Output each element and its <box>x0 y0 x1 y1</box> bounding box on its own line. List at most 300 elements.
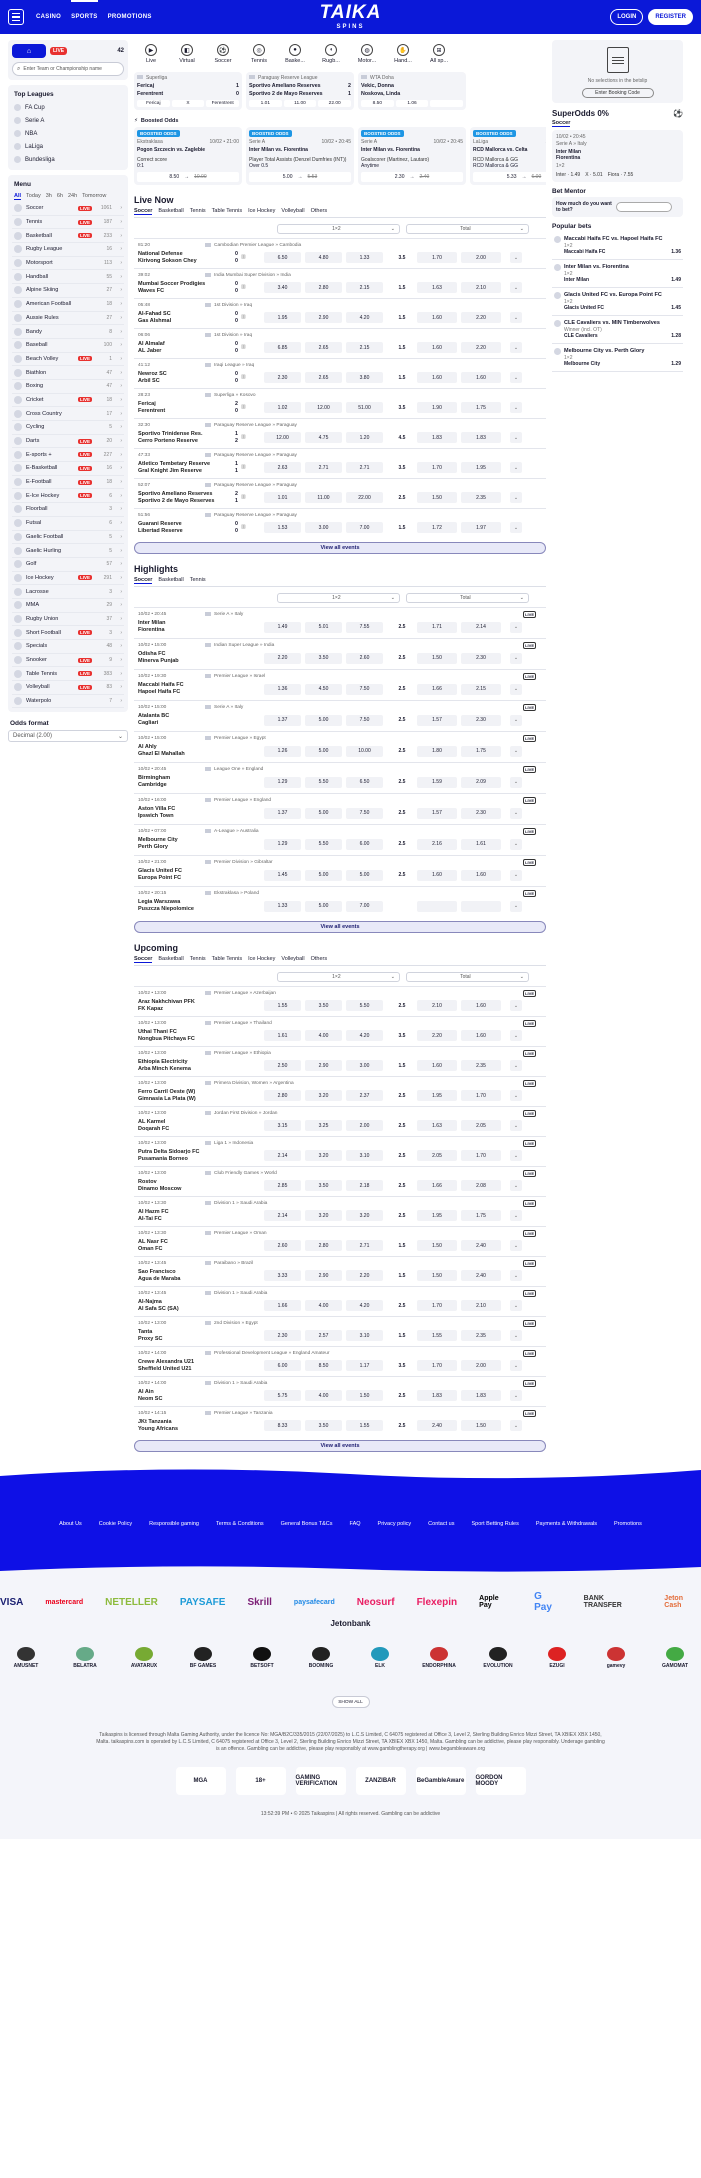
match-row[interactable] <box>134 298 546 328</box>
day-filter-tab[interactable]: Tomorrow <box>82 193 107 199</box>
odds-button[interactable]: 2.30 <box>264 372 301 383</box>
odds-button[interactable]: 1.06 <box>396 100 429 107</box>
odds-button[interactable]: 3.00 <box>346 1060 383 1071</box>
day-filter-tab[interactable]: 3h <box>45 193 52 199</box>
odds-button[interactable]: 2.20 <box>461 342 501 353</box>
view-all-live-button[interactable]: View all events <box>134 542 546 554</box>
sport-tab[interactable]: Basketball <box>158 577 184 583</box>
match-row[interactable] <box>134 886 546 917</box>
more-markets-icon[interactable]: ⌄ <box>510 252 522 263</box>
odds-button[interactable]: 11.00 <box>284 100 317 107</box>
odds-button[interactable]: 1.70 <box>417 462 457 473</box>
odds-button[interactable]: 2.18 <box>346 1180 383 1191</box>
odds-button[interactable]: 6.85 <box>264 342 301 353</box>
sport-menu-item[interactable] <box>12 558 124 572</box>
more-markets-icon[interactable]: ⌄ <box>510 402 522 413</box>
popular-bet-odd[interactable]: 1.45 <box>671 305 681 311</box>
odds-button[interactable]: 2.80 <box>305 282 342 293</box>
odds-button[interactable]: 5.00 <box>346 870 383 881</box>
more-markets-icon[interactable]: ⌄ <box>510 1150 522 1161</box>
sport-menu-item[interactable] <box>12 216 124 230</box>
sport-menu-item[interactable] <box>12 394 124 408</box>
odds-button[interactable]: 51.00 <box>346 402 383 413</box>
certification-badge[interactable]: GAMING VERIFICATION <box>296 1767 346 1795</box>
sport-menu-item[interactable] <box>12 572 124 586</box>
odds-button[interactable]: 7.00 <box>346 522 383 533</box>
odds-button[interactable]: 1.60 <box>417 372 457 383</box>
odds-button[interactable]: 7.50 <box>346 808 383 819</box>
so-odd-x[interactable]: X · 5.01 <box>585 172 603 178</box>
odds-button[interactable]: 12.00 <box>264 432 301 443</box>
more-markets-icon[interactable]: ⌄ <box>510 870 522 881</box>
sport-menu-item[interactable] <box>12 366 124 380</box>
odds-button[interactable]: 2.85 <box>264 1180 301 1191</box>
sport-tab[interactable]: Ice Hockey <box>248 956 276 962</box>
odds-button[interactable]: 2.20 <box>461 312 501 323</box>
odds-button[interactable]: 6.00 <box>264 1360 301 1371</box>
odds-button[interactable]: 2.50 <box>264 1060 301 1071</box>
odds-button[interactable]: 1.83 <box>417 432 457 443</box>
popular-bet-item[interactable] <box>552 232 683 260</box>
sport-tab[interactable]: Tennis <box>189 577 206 583</box>
odds-button[interactable]: 2.65 <box>305 372 342 383</box>
odds-button[interactable]: 2.05 <box>461 1120 501 1131</box>
odds-button[interactable]: 2.90 <box>305 1270 342 1281</box>
sport-menu-item[interactable] <box>12 202 124 216</box>
more-markets-icon[interactable]: ⌄ <box>510 1420 522 1431</box>
odds-button[interactable]: 2.90 <box>305 1060 342 1071</box>
match-row[interactable] <box>134 669 546 700</box>
match-row[interactable] <box>134 1046 546 1076</box>
match-row[interactable] <box>134 1256 546 1286</box>
odds-button[interactable]: 22.00 <box>346 492 383 503</box>
view-all-highlights-button[interactable]: View all events <box>134 921 546 933</box>
odds-button[interactable]: 1.95 <box>461 462 501 473</box>
match-row[interactable] <box>134 1376 546 1406</box>
sport-menu-item[interactable] <box>12 626 124 640</box>
odds-button[interactable] <box>461 901 501 912</box>
boosted-odds-card[interactable] <box>246 127 354 185</box>
sport-menu-item[interactable] <box>12 503 124 517</box>
odds-button[interactable]: 10.00 <box>346 746 383 757</box>
popular-bet-odd[interactable]: 1.29 <box>671 361 681 367</box>
odds-button[interactable]: 1.36 <box>264 684 301 695</box>
sport-menu-item[interactable] <box>12 640 124 654</box>
odds-button[interactable]: 2.40 <box>417 1420 457 1431</box>
odds-button[interactable]: 1.50 <box>417 492 457 503</box>
sport-menu-item[interactable] <box>12 654 124 668</box>
sport-menu-item[interactable] <box>12 407 124 421</box>
boosted-odds-button[interactable] <box>361 172 463 182</box>
popular-bet-odd[interactable]: 1.36 <box>671 249 681 255</box>
odds-button[interactable]: 2.71 <box>346 462 383 473</box>
odds-button[interactable]: 1.33 <box>264 901 301 912</box>
odds-button[interactable]: 3.50 <box>305 1000 342 1011</box>
sport-shortcut[interactable] <box>138 44 164 64</box>
more-markets-icon[interactable]: ⌄ <box>510 1390 522 1401</box>
odds-button[interactable]: 1.55 <box>346 1420 383 1431</box>
odds-button[interactable]: 5.01 <box>305 622 342 633</box>
login-button[interactable]: LOGIN <box>610 9 643 25</box>
match-row[interactable] <box>134 1286 546 1316</box>
odds-button[interactable]: 11.00 <box>305 492 342 503</box>
odds-button[interactable]: 5.50 <box>305 777 342 788</box>
odds-button[interactable]: 1.57 <box>417 808 457 819</box>
odds-button[interactable]: 1.55 <box>417 1330 457 1341</box>
odds-button[interactable]: 3.20 <box>305 1150 342 1161</box>
odds-button[interactable]: 1.70 <box>417 1300 457 1311</box>
match-row[interactable] <box>134 1406 546 1436</box>
odds-button[interactable]: 1.75 <box>461 746 501 757</box>
sport-menu-item[interactable] <box>12 339 124 353</box>
odds-button[interactable]: 1.50 <box>417 1240 457 1251</box>
search-input[interactable] <box>12 62 124 76</box>
sport-menu-item[interactable] <box>12 270 124 284</box>
match-row[interactable] <box>134 268 546 298</box>
odds-button[interactable]: 2.37 <box>346 1090 383 1101</box>
register-button[interactable]: REGISTER <box>648 9 693 25</box>
match-row[interactable] <box>134 448 546 478</box>
top-league-item[interactable] <box>12 101 124 114</box>
so-odd-2[interactable]: Fiora · 7.55 <box>607 172 634 178</box>
odds-button[interactable]: 2.35 <box>461 1060 501 1071</box>
odds-button[interactable]: 22.00 <box>318 100 351 107</box>
top-league-item[interactable] <box>12 153 124 166</box>
odds-button[interactable]: 1.17 <box>346 1360 383 1371</box>
sport-tab[interactable]: Others <box>310 956 328 962</box>
odds-button[interactable]: 1.80 <box>417 746 457 757</box>
odds-button[interactable]: 1.60 <box>417 342 457 353</box>
odds-button[interactable]: 2.63 <box>264 462 301 473</box>
odds-button[interactable]: Fericaj <box>137 100 170 107</box>
sport-shortcut[interactable] <box>354 44 380 64</box>
sport-tab[interactable]: Tennis <box>189 208 206 214</box>
odds-button[interactable]: 1.26 <box>264 746 301 757</box>
match-row[interactable] <box>134 1136 546 1166</box>
odds-button[interactable]: 7.00 <box>346 901 383 912</box>
market-select-1x2[interactable] <box>277 972 400 982</box>
sport-menu-item[interactable] <box>12 421 124 435</box>
boosted-odds-card[interactable] <box>134 127 242 185</box>
odds-button[interactable]: 1.37 <box>264 715 301 726</box>
more-markets-icon[interactable]: ⌄ <box>510 1360 522 1371</box>
odds-button[interactable]: 1.61 <box>264 1030 301 1041</box>
sport-tab[interactable]: Basketball <box>158 208 184 214</box>
odds-button[interactable]: 5.75 <box>264 1390 301 1401</box>
odds-button[interactable]: 8.33 <box>264 1420 301 1431</box>
more-markets-icon[interactable]: ⌄ <box>510 282 522 293</box>
more-markets-icon[interactable]: ⌄ <box>510 746 522 757</box>
odds-button[interactable]: 3.50 <box>305 653 342 664</box>
odds-button[interactable]: 1.49 <box>264 622 301 633</box>
odds-button[interactable]: 1.66 <box>264 1300 301 1311</box>
odds-button[interactable]: 5.50 <box>346 1000 383 1011</box>
top-league-item[interactable] <box>12 140 124 153</box>
sport-menu-item[interactable] <box>12 585 124 599</box>
odds-button[interactable]: 12.00 <box>305 402 342 413</box>
more-markets-icon[interactable]: ⌄ <box>510 715 522 726</box>
top-league-item[interactable] <box>12 114 124 127</box>
odds-button[interactable]: 8.50 <box>361 100 394 107</box>
boosted-odds-button[interactable] <box>137 172 239 182</box>
more-markets-icon[interactable]: ⌄ <box>510 1210 522 1221</box>
featured-match-card[interactable] <box>246 72 354 110</box>
odds-button[interactable]: 3.25 <box>305 1120 342 1131</box>
odds-button[interactable]: 1.83 <box>461 432 501 443</box>
popular-bet-odd[interactable]: 1.49 <box>671 277 681 283</box>
odds-button[interactable]: 1.45 <box>264 870 301 881</box>
odds-button[interactable]: 5.00 <box>305 901 342 912</box>
odds-button[interactable]: 2.80 <box>264 1090 301 1101</box>
odds-button[interactable]: 2.40 <box>461 1240 501 1251</box>
odds-button[interactable]: 4.00 <box>305 1030 342 1041</box>
odds-button[interactable]: 1.75 <box>461 1210 501 1221</box>
market-select-total[interactable] <box>406 224 529 234</box>
sport-menu-item[interactable] <box>12 599 124 613</box>
odds-button[interactable]: 1.70 <box>417 1360 457 1371</box>
odds-button[interactable]: 3.50 <box>305 1420 342 1431</box>
superodds-tab-soccer[interactable]: Soccer <box>552 120 571 126</box>
odds-button[interactable]: 1.01 <box>264 492 301 503</box>
day-filter-tab[interactable]: 24h <box>67 193 78 199</box>
footer-link[interactable]: Privacy policy <box>377 1521 412 1527</box>
odds-button[interactable]: 7.50 <box>346 715 383 726</box>
odds-button[interactable]: 1.37 <box>264 808 301 819</box>
day-filter-tab[interactable]: Today <box>26 193 41 199</box>
odds-button[interactable]: 1.63 <box>417 282 457 293</box>
sport-menu-item[interactable] <box>12 298 124 312</box>
certification-badge[interactable]: MGA <box>176 1767 226 1795</box>
odds-button[interactable] <box>417 901 457 912</box>
home-icon[interactable]: ⌂ <box>12 44 46 58</box>
odds-button[interactable]: 2.80 <box>305 1240 342 1251</box>
odds-button[interactable]: 3.15 <box>264 1120 301 1131</box>
odds-button[interactable]: 4.00 <box>305 1390 342 1401</box>
more-markets-icon[interactable]: ⌄ <box>510 1300 522 1311</box>
sport-tab[interactable]: Soccer <box>134 956 153 962</box>
odds-button[interactable]: 4.20 <box>346 1030 383 1041</box>
odds-button[interactable]: 2.09 <box>461 777 501 788</box>
live-tab[interactable]: LIVE <box>50 47 67 55</box>
featured-match-card[interactable] <box>358 72 466 110</box>
odds-button[interactable]: 2.30 <box>264 1330 301 1341</box>
odds-button[interactable]: 1.66 <box>417 684 457 695</box>
match-row[interactable] <box>134 358 546 388</box>
footer-link[interactable]: General Bonus T&Cs <box>280 1521 333 1527</box>
sport-menu-item[interactable] <box>12 243 124 257</box>
more-markets-icon[interactable]: ⌄ <box>510 1090 522 1101</box>
match-row[interactable] <box>134 388 546 418</box>
odds-button[interactable]: X <box>172 100 205 107</box>
match-row[interactable] <box>134 700 546 731</box>
odds-button[interactable]: Ferentrent <box>206 100 239 107</box>
odds-button[interactable]: 2.30 <box>461 808 501 819</box>
odds-button[interactable]: 2.35 <box>461 1330 501 1341</box>
footer-link[interactable]: FAQ <box>349 1521 361 1527</box>
footer-link[interactable]: Cookie Policy <box>98 1521 133 1527</box>
sport-tab[interactable]: Ice Hockey <box>248 208 276 214</box>
odds-button[interactable] <box>430 100 463 107</box>
odds-button[interactable]: 5.50 <box>305 839 342 850</box>
odds-button[interactable]: 3.40 <box>264 282 301 293</box>
odds-button[interactable]: 4.00 <box>305 1300 342 1311</box>
certification-badge[interactable]: GORDON MOODY <box>476 1767 526 1795</box>
more-markets-icon[interactable]: ⌄ <box>510 1270 522 1281</box>
footer-link[interactable]: Contact us <box>428 1521 455 1527</box>
match-row[interactable] <box>134 478 546 508</box>
sport-menu-item[interactable] <box>12 544 124 558</box>
sport-tab[interactable]: Soccer <box>134 208 153 214</box>
odds-button[interactable]: 5.00 <box>305 870 342 881</box>
odds-button[interactable]: 3.80 <box>346 372 383 383</box>
odds-button[interactable]: 2.60 <box>264 1240 301 1251</box>
sport-shortcut[interactable] <box>282 44 308 64</box>
odds-button[interactable]: 1.71 <box>417 622 457 633</box>
odds-button[interactable]: 2.90 <box>305 312 342 323</box>
sport-menu-item[interactable] <box>12 489 124 503</box>
sport-menu-item[interactable] <box>12 448 124 462</box>
odds-button[interactable]: 1.83 <box>417 1390 457 1401</box>
odds-button[interactable]: 1.95 <box>417 1210 457 1221</box>
more-markets-icon[interactable]: ⌄ <box>510 684 522 695</box>
odds-button[interactable]: 1.95 <box>264 312 301 323</box>
match-row[interactable] <box>134 824 546 855</box>
odds-button[interactable]: 1.02 <box>264 402 301 413</box>
sport-menu-item[interactable] <box>12 476 124 490</box>
odds-format-select[interactable] <box>8 730 128 742</box>
odds-button[interactable]: 1.83 <box>461 1390 501 1401</box>
odds-button[interactable]: 1.20 <box>346 432 383 443</box>
more-markets-icon[interactable]: ⌄ <box>510 1180 522 1191</box>
odds-button[interactable]: 1.29 <box>264 777 301 788</box>
odds-button[interactable]: 2.15 <box>346 282 383 293</box>
more-markets-icon[interactable]: ⌄ <box>510 492 522 503</box>
nav-casino[interactable]: CASINO <box>36 14 62 20</box>
more-markets-icon[interactable]: ⌄ <box>510 522 522 533</box>
sport-tab[interactable]: Tennis <box>189 956 206 962</box>
odds-button[interactable]: 3.20 <box>305 1210 342 1221</box>
footer-link[interactable]: Responsible gaming <box>149 1521 199 1527</box>
odds-button[interactable]: 1.50 <box>346 1390 383 1401</box>
odds-button[interactable]: 3.00 <box>305 522 342 533</box>
certification-badge[interactable]: 18+ <box>236 1767 286 1795</box>
market-select-1x2[interactable] <box>277 593 400 603</box>
odds-button[interactable]: 3.10 <box>346 1330 383 1341</box>
match-row[interactable] <box>134 855 546 886</box>
odds-button[interactable]: 1.60 <box>461 372 501 383</box>
footer-link[interactable]: Terms & Conditions <box>215 1521 264 1527</box>
more-markets-icon[interactable]: ⌄ <box>510 312 522 323</box>
certification-badge[interactable]: BeGambleAware <box>416 1767 466 1795</box>
sport-tab[interactable]: Others <box>310 208 328 214</box>
odds-button[interactable]: 1.70 <box>461 1090 501 1101</box>
popular-bet-odd[interactable]: 1.28 <box>671 333 681 339</box>
more-markets-icon[interactable]: ⌄ <box>510 1060 522 1071</box>
boosted-odds-card[interactable] <box>470 127 546 185</box>
odds-button[interactable]: 1.55 <box>264 1000 301 1011</box>
more-markets-icon[interactable]: ⌄ <box>510 1240 522 1251</box>
odds-button[interactable]: 7.55 <box>346 622 383 633</box>
sport-menu-item[interactable] <box>12 229 124 243</box>
booking-code-button[interactable]: Enter Booking Code <box>582 88 654 98</box>
odds-button[interactable]: 1.95 <box>417 1090 457 1101</box>
bet-mentor-amount-input[interactable] <box>616 202 672 212</box>
odds-button[interactable]: 2.57 <box>305 1330 342 1341</box>
more-markets-icon[interactable]: ⌄ <box>510 653 522 664</box>
odds-button[interactable]: 2.10 <box>417 1000 457 1011</box>
odds-button[interactable]: 1.50 <box>461 1420 501 1431</box>
match-row[interactable] <box>134 508 546 538</box>
odds-button[interactable]: 2.14 <box>264 1150 301 1161</box>
popular-bet-item[interactable] <box>552 260 683 288</box>
odds-button[interactable]: 6.50 <box>264 252 301 263</box>
sport-menu-item[interactable] <box>12 353 124 367</box>
match-row[interactable] <box>134 1316 546 1346</box>
market-select-total[interactable] <box>406 593 529 603</box>
odds-button[interactable]: 1.60 <box>417 1060 457 1071</box>
odds-button[interactable]: 1.60 <box>417 312 457 323</box>
sport-tab[interactable]: Soccer <box>134 577 153 583</box>
popular-bet-item[interactable] <box>552 288 683 316</box>
sport-menu-item[interactable] <box>12 380 124 394</box>
odds-button[interactable]: 2.00 <box>461 252 501 263</box>
match-row[interactable] <box>134 1016 546 1046</box>
odds-button[interactable]: 1.90 <box>417 402 457 413</box>
match-row[interactable] <box>134 762 546 793</box>
odds-button[interactable]: 8.50 <box>305 1360 342 1371</box>
sport-menu-item[interactable] <box>12 312 124 326</box>
odds-button[interactable]: 1.70 <box>461 1150 501 1161</box>
odds-button[interactable]: 5.00 <box>305 746 342 757</box>
footer-link[interactable]: About Us <box>59 1521 82 1527</box>
odds-button[interactable]: 2.35 <box>461 492 501 503</box>
more-markets-icon[interactable]: ⌄ <box>510 901 522 912</box>
sport-tab[interactable]: Volleyball <box>281 956 305 962</box>
odds-button[interactable]: 2.10 <box>461 282 501 293</box>
so-odd-1[interactable]: Inter · 1.49 <box>556 172 581 178</box>
match-row[interactable] <box>134 1196 546 1226</box>
match-row[interactable] <box>134 638 546 669</box>
odds-button[interactable]: 1.57 <box>417 715 457 726</box>
odds-button[interactable]: 1.50 <box>417 1270 457 1281</box>
sport-menu-item[interactable] <box>12 531 124 545</box>
odds-button[interactable]: 3.33 <box>264 1270 301 1281</box>
sport-tab[interactable]: Table Tennis <box>211 956 243 962</box>
odds-button[interactable]: 2.20 <box>264 653 301 664</box>
certification-badge[interactable]: ZANZIBAR <box>356 1767 406 1795</box>
popular-bet-item[interactable] <box>552 344 683 372</box>
more-markets-icon[interactable]: ⌄ <box>510 1000 522 1011</box>
match-row[interactable] <box>134 793 546 824</box>
more-markets-icon[interactable]: ⌄ <box>510 1330 522 1341</box>
odds-button[interactable]: 1.60 <box>417 870 457 881</box>
view-all-upcoming-button[interactable]: View all events <box>134 1440 546 1452</box>
odds-button[interactable]: 4.20 <box>346 1300 383 1311</box>
boosted-odds-button[interactable] <box>473 172 546 182</box>
odds-button[interactable]: 2.08 <box>461 1180 501 1191</box>
sport-menu-item[interactable] <box>12 257 124 271</box>
odds-button[interactable]: 3.50 <box>305 1180 342 1191</box>
match-row[interactable] <box>134 1106 546 1136</box>
site-logo[interactable] <box>320 2 382 30</box>
odds-button[interactable]: 1.66 <box>417 1180 457 1191</box>
popular-bet-item[interactable] <box>552 316 683 344</box>
odds-button[interactable]: 7.50 <box>346 684 383 695</box>
more-markets-icon[interactable]: ⌄ <box>510 462 522 473</box>
odds-button[interactable]: 2.30 <box>461 653 501 664</box>
day-filter-tab[interactable]: 6h <box>56 193 63 199</box>
more-markets-icon[interactable]: ⌄ <box>510 432 522 443</box>
